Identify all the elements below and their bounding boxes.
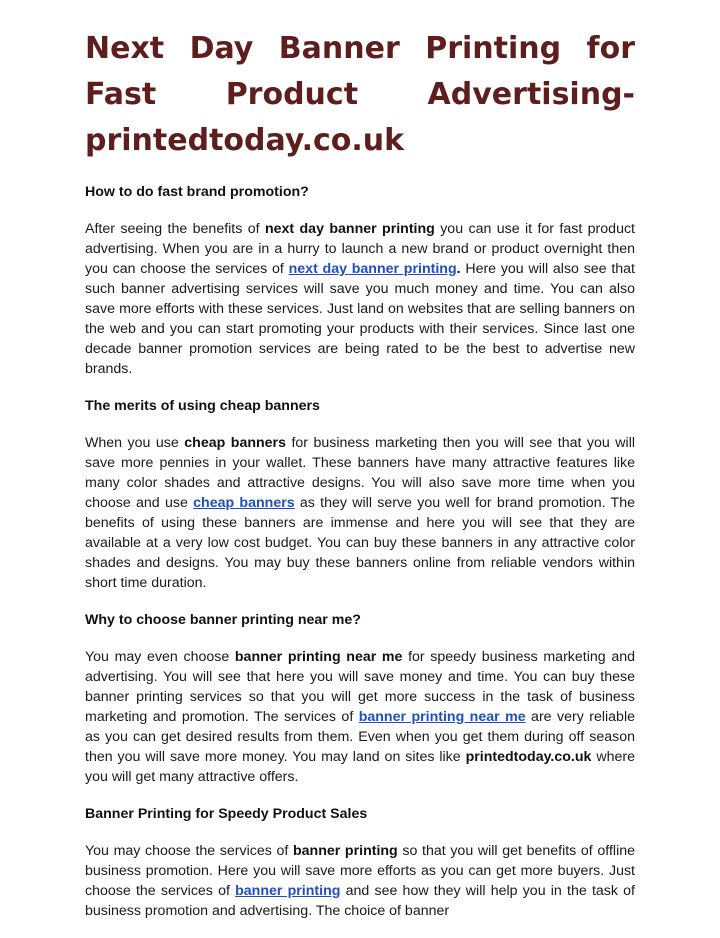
section-heading-brand-promotion: How to do fast brand promotion? — [85, 184, 309, 200]
section-paragraph-speedy-product-sales — [85, 841, 635, 921]
section-heading-cheap-banners: The merits of using cheap banners — [85, 398, 320, 414]
document-page — [85, 26, 635, 938]
document-body — [85, 182, 635, 921]
document-title — [85, 26, 635, 164]
text-run: for business marketing then you will see that you will save more pennies in your wallet. These banners have many attractive features like many color shades and attractive designs. You will also save more time when you choose and use — [85, 435, 635, 511]
keyword-banner-printing-near-me: banner printing near me — [234, 649, 403, 665]
text-run: After seeing the benefits of — [85, 221, 265, 237]
keyword-banner-printing: banner printing — [292, 843, 398, 859]
section-paragraph-brand-promotion — [85, 219, 635, 379]
link-banner-printing-near-me[interactable]: banner printing near me — [358, 709, 526, 725]
title-line-1: Next Day Banner Printing for — [85, 31, 635, 66]
link-cheap-banners[interactable]: cheap banners — [193, 495, 295, 511]
section-heading-banner-printing-near-me: Why to choose banner printing near me? — [85, 612, 361, 628]
section-paragraph-banner-printing-near-me — [85, 647, 635, 787]
text-run: When you use — [85, 435, 185, 451]
section-heading-speedy-product-sales: Banner Printing for Speedy Product Sales — [85, 806, 368, 822]
period: . — [456, 261, 461, 277]
text-run: for speedy business marketing and advertising. You will see that here you will save money and time. You can buy these banner printing services so that you will get more success in the task of business marketing and promotion. The services of — [85, 649, 635, 725]
link-banner-printing[interactable]: banner printing — [235, 883, 341, 899]
text-run: and see how they will help you in the task of business promotion and advertising. The choice of banner — [85, 883, 635, 919]
keyword-printedtoday: printedtoday.co.uk — [465, 749, 592, 765]
text-run: where you will get many attractive offers. — [85, 749, 635, 785]
text-run: Here you will also see that such banner advertising services will save you much money and time. You can also save more efforts with these services. Just land on websites that are selling banners on the web and you can start promoting your products with their services. Since last one decade banner promotion services are being rated to be the best to advertise new brands. — [85, 261, 635, 377]
title-line-3: printedtoday.co.uk — [85, 123, 405, 158]
text-run: you can use it for fast product advertising. When you are in a hurry to launch a new brand or product overnight then you can choose the services of — [85, 221, 635, 277]
keyword-cheap-banners: cheap banners — [184, 435, 286, 451]
text-run: as they will serve you well for brand promotion. The benefits of using these banners are immense and here you will see that they are available at a very low cost budget. You can buy these banners in any attractive color shades and designs. You may buy these banners online from reliable vendors within short time duration. — [85, 495, 635, 591]
title-line-2: Fast Product Advertising- — [85, 77, 635, 112]
text-run: are very reliable as you can get desired results from them. Even when you get them during off season then you will save more money. You may land on sites like — [85, 709, 635, 765]
keyword-next-day-banner-printing: next day banner printing — [264, 221, 435, 237]
text-run: You may choose the services of — [85, 843, 293, 859]
section-paragraph-cheap-banners — [85, 433, 635, 593]
text-run: You may even choose — [85, 649, 235, 665]
link-next-day-banner-printing[interactable]: next day banner printing — [288, 261, 457, 277]
text-run: so that you will get benefits of offline business promotion. Here you will save more efforts as you can get more buyers. Just choose the services of — [85, 843, 635, 899]
